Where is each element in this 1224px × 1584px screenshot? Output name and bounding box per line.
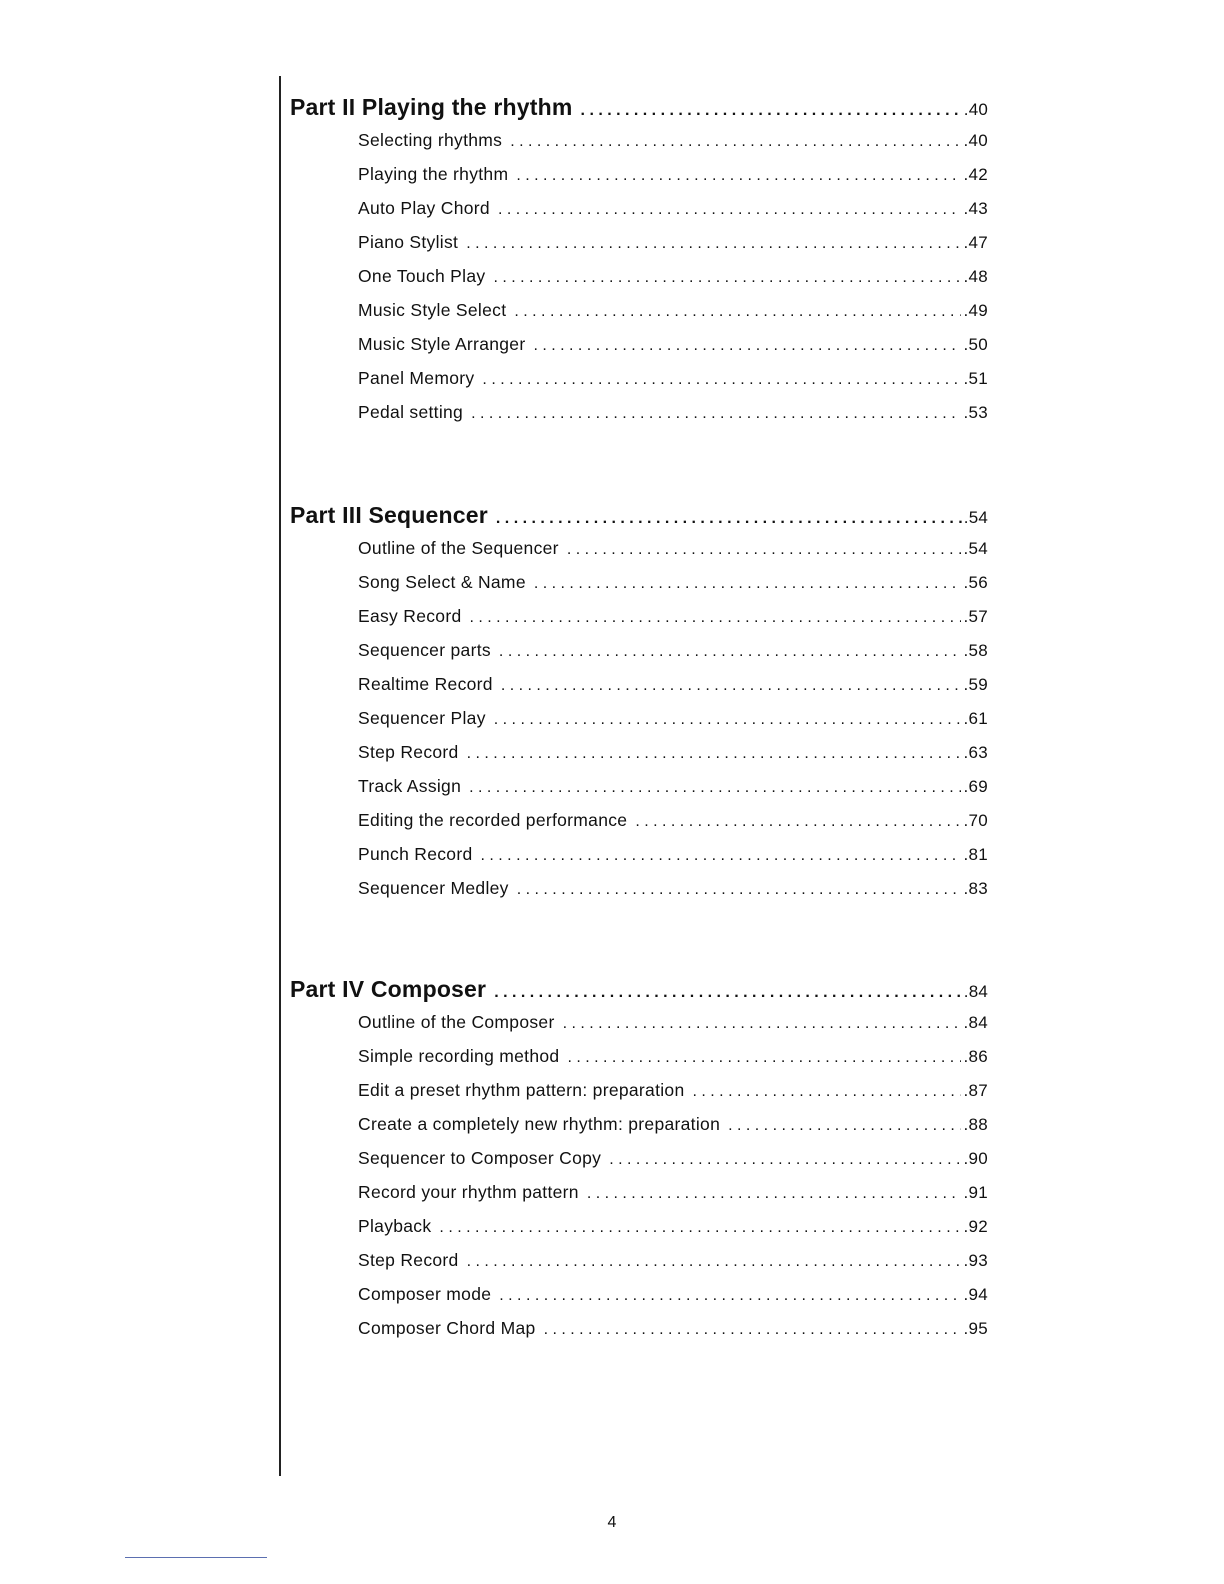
toc-entry-title: Outline of the Sequencer (358, 538, 559, 558)
toc-entry[interactable] (290, 1012, 988, 1046)
section-heading-title: Part II Playing the rhythm (290, 94, 573, 120)
toc-entry[interactable] (290, 1318, 988, 1352)
toc-entry-title: Sequencer to Composer Copy (358, 1148, 602, 1168)
toc-entry-title: Music Style Arranger (358, 334, 526, 354)
margin-rule (279, 76, 281, 1476)
dot-leader (439, 1219, 961, 1237)
toc-entry-page: .83 (963, 879, 988, 898)
toc-entry-page: .56 (963, 573, 988, 592)
toc-entry[interactable] (290, 402, 988, 436)
dot-leader (563, 1015, 962, 1033)
toc-entry-title: Sequencer Play (358, 708, 486, 728)
toc-entry-title: Easy Record (358, 606, 462, 626)
toc-entry-title: Create a completely new rhythm: preparation (358, 1114, 721, 1134)
toc-entry[interactable] (290, 742, 988, 776)
toc-entry-page: .59 (963, 675, 988, 694)
toc-entry-page: .92 (963, 1217, 988, 1236)
toc-entry[interactable] (290, 844, 988, 878)
toc-entry-page: .43 (963, 199, 988, 218)
toc-entry-page: .91 (963, 1183, 988, 1202)
dot-leader (466, 235, 961, 253)
toc-entry[interactable] (290, 368, 988, 402)
dot-leader (587, 1185, 962, 1203)
dot-leader (494, 711, 962, 729)
toc-entry[interactable] (290, 130, 988, 164)
toc-entry-page: .61 (963, 709, 988, 728)
dot-leader (544, 1321, 962, 1339)
toc-entry[interactable] (290, 572, 988, 606)
toc-entry-title: Editing the recorded performance (358, 810, 628, 830)
dot-leader (516, 167, 961, 185)
dot-leader (469, 779, 961, 797)
dot-leader (481, 847, 962, 865)
dot-leader (581, 102, 962, 120)
section-heading[interactable] (290, 94, 988, 130)
toc-entry-title: Sequencer Medley (358, 878, 509, 898)
section-heading[interactable] (290, 976, 988, 1012)
toc-entry-page: .86 (963, 1047, 988, 1066)
toc-entry-page: .63 (963, 743, 988, 762)
toc-entry-title: Outline of the Composer (358, 1012, 555, 1032)
section-page-number: .40 (963, 100, 988, 119)
toc-entry-page: .87 (963, 1081, 988, 1100)
toc-entry[interactable] (290, 1114, 988, 1148)
toc-entry-page: .88 (963, 1115, 988, 1134)
toc-entry-page: .57 (963, 607, 988, 626)
toc-entry[interactable] (290, 538, 988, 572)
dot-leader (493, 269, 961, 287)
toc-entry-title: Music Style Select (358, 300, 507, 320)
dot-leader (471, 405, 961, 423)
toc-entry-page: .90 (963, 1149, 988, 1168)
toc-entry-title: Record your rhythm pattern (358, 1182, 579, 1202)
footer-rule (125, 1557, 267, 1558)
toc-entry[interactable] (290, 810, 988, 844)
toc-entry-page: .58 (963, 641, 988, 660)
toc-entry[interactable] (290, 640, 988, 674)
toc-entry-title: Punch Record (358, 844, 473, 864)
toc-entry-page: .93 (963, 1251, 988, 1270)
page-number: 4 (607, 1514, 617, 1531)
toc-entry-page: .69 (963, 777, 988, 796)
toc-entry[interactable] (290, 606, 988, 640)
toc-entry[interactable] (290, 266, 988, 300)
toc-entry-page: .53 (963, 403, 988, 422)
toc-entry[interactable] (290, 334, 988, 368)
dot-leader (510, 133, 961, 151)
toc-entry[interactable] (290, 232, 988, 266)
toc-entry-title: Auto Play Chord (358, 198, 490, 218)
dot-leader (499, 643, 962, 661)
dot-leader (693, 1083, 962, 1101)
toc-entry-page: .70 (963, 811, 988, 830)
toc-entry-title: Step Record (358, 742, 459, 762)
section-heading-title: Part IV Composer (290, 976, 487, 1002)
toc-entry[interactable] (290, 300, 988, 334)
toc-entry-title: Sequencer parts (358, 640, 491, 660)
toc-entry-page: .48 (963, 267, 988, 286)
dot-leader (609, 1151, 961, 1169)
toc-entry-page: .42 (963, 165, 988, 184)
toc-entry[interactable] (290, 1250, 988, 1284)
toc-section-part-iv (290, 976, 988, 1352)
toc-entry-page: .94 (963, 1285, 988, 1304)
toc-entry-title: Edit a preset rhythm pattern: preparation (358, 1080, 685, 1100)
toc-entry-title: Panel Memory (358, 368, 475, 388)
dot-leader (494, 984, 962, 1002)
toc-entry-title: Composer mode (358, 1284, 492, 1304)
toc-entry-page: .50 (963, 335, 988, 354)
toc-entry-page: .51 (963, 369, 988, 388)
dot-leader (467, 1253, 962, 1271)
toc-entry-title: Composer Chord Map (358, 1318, 536, 1338)
toc-section-part-ii (290, 94, 988, 436)
toc-section-part-iii (290, 502, 988, 912)
dot-leader (728, 1117, 961, 1135)
dot-leader (514, 303, 961, 321)
toc-entry-title: Pedal setting (358, 402, 464, 422)
toc-entry-page: .95 (963, 1319, 988, 1338)
toc-entry[interactable] (290, 198, 988, 232)
dot-leader (499, 1287, 961, 1305)
toc-entry-page: .40 (963, 131, 988, 150)
toc-entry-title: One Touch Play (358, 266, 486, 286)
section-page-number: .84 (963, 982, 988, 1001)
toc-entry[interactable] (290, 776, 988, 810)
dot-leader (469, 609, 961, 627)
toc-entry[interactable] (290, 708, 988, 742)
dot-leader (533, 337, 961, 355)
toc-entry[interactable] (290, 674, 988, 708)
toc-entry[interactable] (290, 1182, 988, 1216)
dot-leader (567, 1049, 961, 1067)
toc-entry[interactable] (290, 1080, 988, 1114)
dot-leader (496, 510, 962, 528)
dot-leader (498, 201, 962, 219)
toc-entry-page: .47 (963, 233, 988, 252)
section-heading[interactable] (290, 502, 988, 538)
dot-leader (635, 813, 961, 831)
toc-entry[interactable] (290, 1216, 988, 1250)
toc-entry-title: Track Assign (358, 776, 462, 796)
toc-entry-title: Simple recording method (358, 1046, 560, 1066)
toc-entry-title: Selecting rhythms (358, 130, 503, 150)
toc-entry-title: Song Select & Name (358, 572, 526, 592)
toc-entry-page: .81 (963, 845, 988, 864)
toc-entry-page: .54 (963, 539, 988, 558)
toc-entry-title: Realtime Record (358, 674, 493, 694)
toc-entry[interactable] (290, 1284, 988, 1318)
toc-entry[interactable] (290, 1148, 988, 1182)
dot-leader (534, 575, 962, 593)
dot-leader (501, 677, 962, 695)
toc-entry-title: Step Record (358, 1250, 459, 1270)
dot-leader (567, 541, 962, 559)
toc-entry-title: Playing the rhythm (358, 164, 509, 184)
section-heading-title: Part III Sequencer (290, 502, 488, 528)
toc-entry-title: Playback (358, 1216, 432, 1236)
dot-leader (517, 881, 962, 899)
toc-entry[interactable] (290, 1046, 988, 1080)
dot-leader (482, 371, 961, 389)
toc-entry[interactable] (290, 164, 988, 198)
toc-entry-page: .84 (963, 1013, 988, 1032)
toc-entry[interactable] (290, 878, 988, 912)
toc-entry-page: .49 (963, 301, 988, 320)
toc-entry-title: Piano Stylist (358, 232, 459, 252)
dot-leader (467, 745, 962, 763)
section-page-number: .54 (963, 508, 988, 527)
